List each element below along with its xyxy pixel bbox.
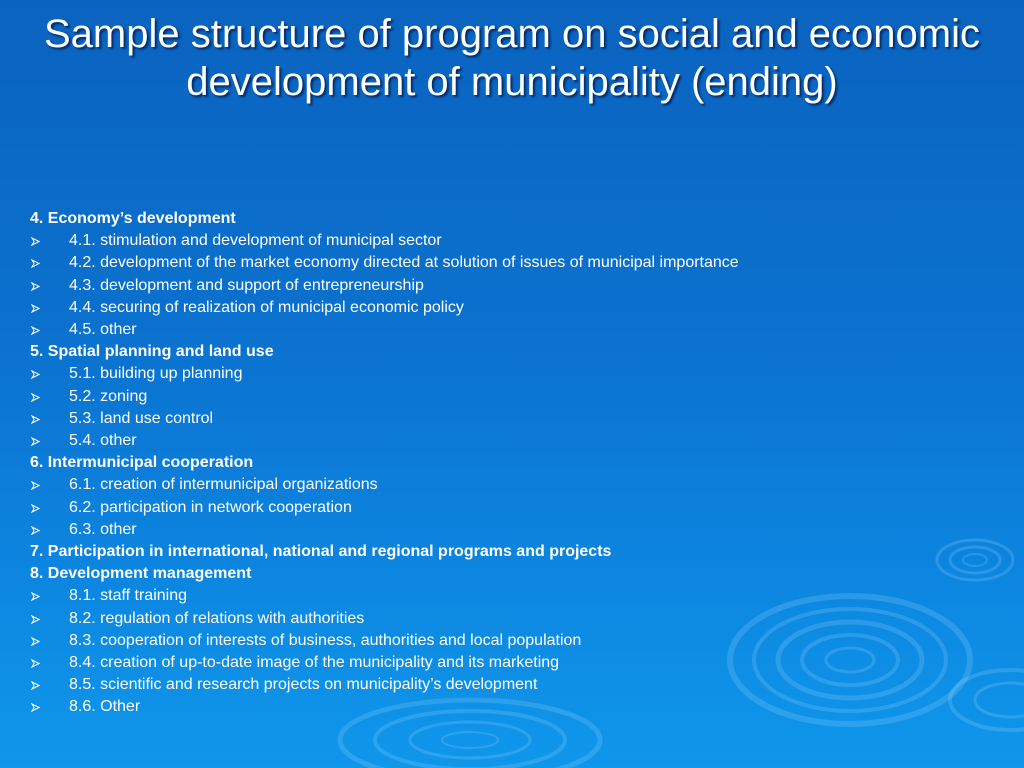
arrow-bullet-icon — [31, 592, 40, 601]
list-item-text: 4.2. development of the market economy directed at solution of issues of municipal importance — [69, 254, 739, 272]
arrow-bullet-icon — [31, 259, 40, 268]
list-item-text: 6.1. creation of intermunicipal organizations — [69, 476, 378, 494]
arrow-bullet-icon — [31, 326, 40, 335]
list-item — [30, 319, 990, 341]
list-item — [30, 430, 990, 452]
arrow-bullet-icon — [31, 282, 40, 291]
slide-title: Sample structure of program on social and economic development of municipality (ending) — [43, 12, 980, 104]
list-item — [30, 275, 990, 297]
section-heading: 4. Economy’s development — [30, 210, 236, 227]
list-item — [30, 386, 990, 408]
arrow-bullet-icon — [31, 703, 40, 712]
list-item — [30, 497, 990, 519]
list-item-text: 6.3. other — [69, 520, 137, 538]
list-item-text: 8.3. cooperation of interests of business, authorities and local population — [69, 631, 582, 649]
list-item-text: 5.3. land use control — [69, 409, 214, 427]
list-item — [30, 252, 990, 274]
arrow-bullet-icon — [31, 370, 40, 379]
list-item — [30, 630, 990, 652]
arrow-bullet-icon — [31, 637, 40, 646]
list-item — [30, 519, 990, 541]
section-heading: 6. Intermunicipal cooperation — [30, 454, 254, 472]
list-item — [30, 608, 990, 630]
list-item — [30, 696, 990, 718]
list-item-text: 5.4. other — [69, 432, 137, 450]
list-item — [30, 297, 990, 319]
list-item-text: 4.3. development and support of entrepreneurship — [69, 276, 424, 294]
program-outline — [30, 208, 990, 719]
list-item-text: 4.5. other — [69, 321, 137, 339]
list-item — [30, 585, 990, 607]
section-heading: 8. Development management — [30, 565, 252, 583]
list-item-text: 8.5. scientific and research projects on municipality’s development — [69, 676, 538, 694]
list-item — [30, 474, 990, 496]
arrow-bullet-icon — [31, 237, 40, 246]
list-item-text: 8.2. regulation of relations with authorities — [69, 609, 365, 627]
arrow-bullet-icon — [31, 304, 40, 313]
list-item-text: 8.1. staff training — [69, 587, 187, 605]
arrow-bullet-icon — [31, 615, 40, 624]
section-heading: 7. Participation in international, national and regional programs and projects — [30, 543, 612, 561]
list-item-text: 6.2. participation in network cooperation — [69, 498, 352, 516]
list-item — [30, 408, 990, 430]
arrow-bullet-icon — [31, 393, 40, 402]
arrow-bullet-icon — [31, 681, 40, 690]
list-item — [30, 363, 990, 385]
list-item-text: 5.1. building up planning — [69, 365, 243, 383]
section-heading: 5. Spatial planning and land use — [30, 343, 274, 361]
arrow-bullet-icon — [31, 526, 40, 535]
arrow-bullet-icon — [31, 415, 40, 424]
list-item-text: 5.2. zoning — [69, 387, 148, 405]
arrow-bullet-icon — [31, 659, 40, 668]
arrow-bullet-icon — [31, 437, 40, 446]
arrow-bullet-icon — [31, 481, 40, 490]
list-item-text: 4.1. stimulation and development of municipal sector — [69, 232, 442, 250]
list-item-text: 8.6. Other — [69, 698, 141, 716]
list-item-text: 4.4. securing of realization of municipal economic policy — [69, 298, 464, 316]
list-item — [30, 652, 990, 674]
list-item — [30, 230, 990, 252]
list-item-text: 8.4. creation of up-to-date image of the municipality and its marketing — [69, 654, 560, 672]
arrow-bullet-icon — [31, 504, 40, 513]
list-item — [30, 674, 990, 696]
